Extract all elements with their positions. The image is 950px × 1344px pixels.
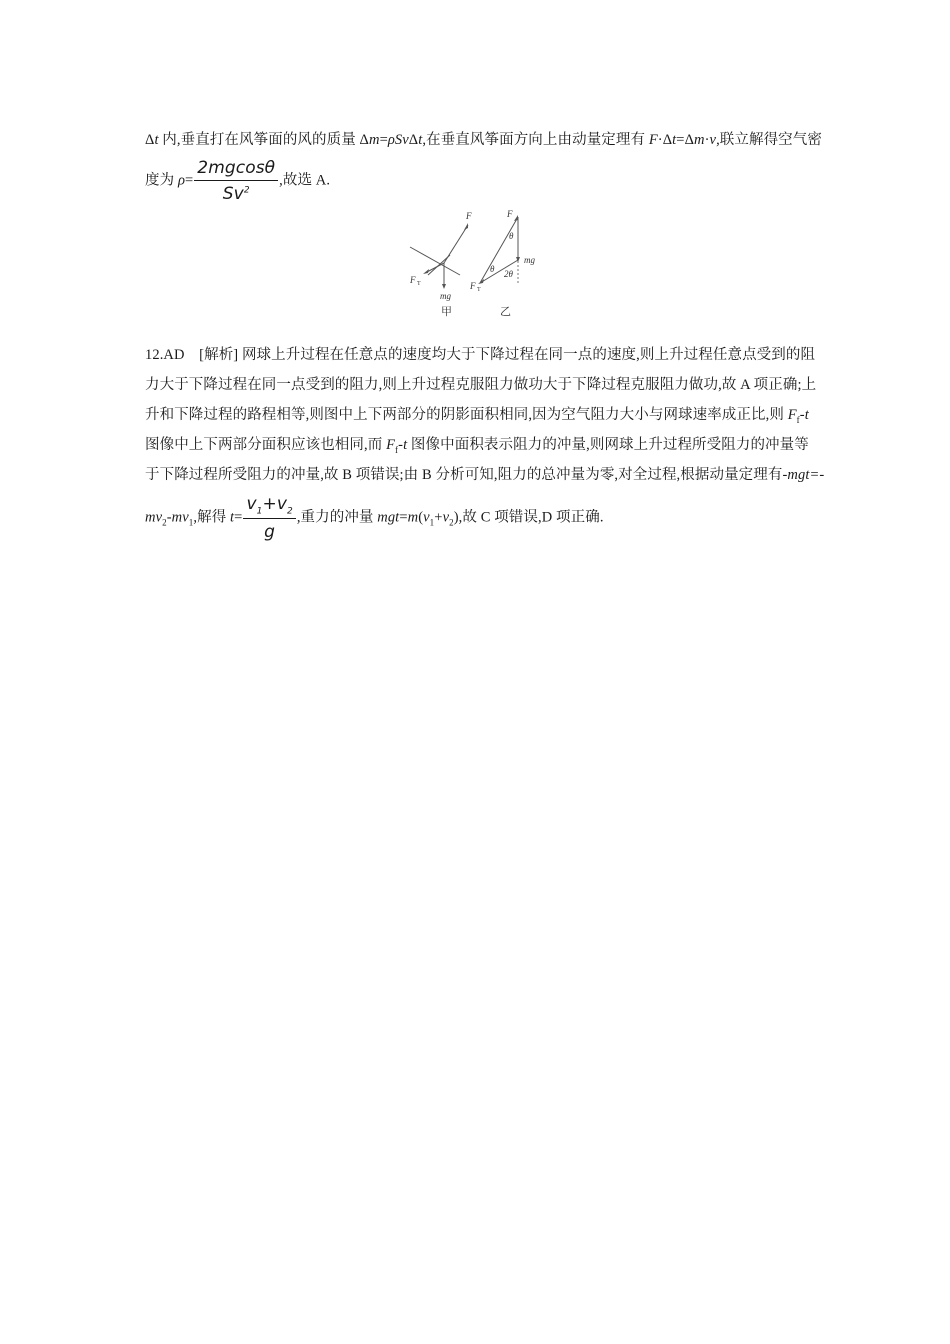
var-F: F (648, 132, 658, 148)
plus: + (262, 494, 277, 514)
text: = (234, 509, 243, 526)
text: 度为 (145, 172, 178, 189)
arrowhead (464, 223, 468, 230)
para2-line1 (145, 343, 815, 364)
text: ,联立解得空气密 (716, 132, 822, 148)
var-rhoSv: ρSv (387, 132, 409, 148)
text: 力大于下降过程在同一点受到的阻力,则上升过程克服阻力做功大于下降过程克服阻力做功,故 A 项正确;上 (145, 377, 817, 393)
text: ,重力的冲量 (296, 509, 378, 526)
var-m: m (407, 509, 419, 526)
subscript: 2 (162, 517, 167, 528)
text: ·Δ (657, 132, 673, 148)
text: Δ (145, 132, 155, 148)
caption-jia: 甲 (441, 306, 452, 318)
text: = (379, 132, 388, 148)
var-v: v (442, 509, 450, 526)
exponent: 2 (243, 185, 250, 196)
label-theta: θ (490, 264, 495, 274)
force-diagram (400, 205, 550, 325)
var-t: t (418, 132, 423, 148)
var-v: v (276, 494, 287, 514)
label-FT: F (470, 281, 476, 291)
arrowhead (442, 284, 446, 289)
var-v: v (423, 509, 430, 526)
var-t: t (154, 132, 159, 148)
var-F: F (787, 407, 797, 423)
subscript: 2 (286, 506, 293, 517)
var-mv: mv (145, 509, 163, 526)
label-FT-sub: T (417, 281, 421, 287)
var-m: m (694, 132, 705, 148)
var-t: -t (398, 437, 408, 453)
time-fraction (243, 494, 295, 542)
label-mg: mg (524, 255, 535, 265)
label-mg: mg (440, 291, 451, 301)
var-t: t (672, 132, 677, 148)
force-diagram-figure (400, 205, 550, 325)
para2-line5 (145, 463, 825, 484)
var-v: v (246, 494, 257, 514)
subscript: 1 (429, 517, 435, 528)
para1-line2 (145, 158, 815, 204)
var-t: -t (799, 407, 809, 423)
text: ,故选 A. (279, 172, 331, 189)
text: 于下降过程所受阻力的冲量,故 B 项错误;由 B 分析可知,阻力的总冲量为零,对全过程,根据动量定理有 (145, 467, 783, 483)
subscript: 1 (256, 506, 263, 517)
var-rho: ρ (177, 172, 185, 189)
text: ,解得 (193, 509, 231, 526)
text: + (434, 509, 443, 526)
fraction-numerator: 2mgcosθ (194, 158, 278, 181)
text: - (166, 509, 172, 526)
density-fraction (194, 158, 278, 204)
label-2theta: 2θ (504, 269, 513, 279)
fraction-denominator: g (264, 522, 276, 543)
subscript: 1 (188, 517, 194, 528)
var-mgt: mgt (377, 509, 400, 526)
text: = (185, 172, 194, 189)
var-m: m (368, 132, 380, 148)
para2-line6 (145, 494, 815, 542)
fraction-denominator (194, 181, 278, 204)
subscript: 2 (449, 517, 454, 528)
text: 内,垂直打在风筝面的风的质量 Δ (158, 132, 369, 148)
var-mv: mv (171, 509, 189, 526)
var-v: v (709, 132, 717, 148)
label-theta: θ (509, 231, 514, 241)
text: 升和下降过程的路程相等,则图中上下两部分的阴影面积相同,因为空气阻力大小与网球速率成正比,则 (145, 407, 788, 423)
arrowhead (423, 269, 429, 274)
var-F: F (386, 437, 396, 453)
force-F-arrow (444, 225, 468, 263)
subscript: f (395, 444, 399, 455)
label-FT: F (410, 275, 416, 285)
text: ),故 C 项错误,D 项正确. (453, 509, 604, 526)
text: · (704, 132, 710, 148)
subscript: f (796, 414, 800, 425)
var-S: S (222, 184, 234, 204)
var-v: v (233, 184, 244, 204)
caption-yi: 乙 (500, 306, 511, 318)
para2-line4 (145, 433, 815, 455)
text: = (399, 509, 408, 526)
fraction-numerator (243, 494, 295, 519)
label-F: F (466, 211, 472, 221)
arrowhead (514, 215, 518, 221)
kite-line (410, 247, 460, 275)
label-FT-sub: T (477, 287, 481, 293)
text: 图像中上下两部分面积应该也相同,而 (145, 437, 387, 453)
text: 图像中面积表示阻力的冲量,则网球上升过程所受阻力的冲量等 (407, 437, 809, 453)
text: ,在垂直风筝面方向上由动量定理有 (422, 132, 649, 148)
var-mgt: -mgt=- (782, 467, 825, 483)
para2-line2 (145, 373, 815, 394)
text: =Δ (676, 132, 694, 148)
text: 12.AD [解析] 网球上升过程在任意点的速度均大于下降过程在同一点的速度,则上升过程任意点受到的阻 (145, 347, 816, 363)
para2-line3 (145, 403, 815, 425)
para1-line1 (145, 128, 822, 149)
text: ( (418, 509, 424, 526)
label-F: F (507, 209, 513, 219)
var-t: t (230, 509, 235, 526)
text: Δ (408, 132, 419, 148)
